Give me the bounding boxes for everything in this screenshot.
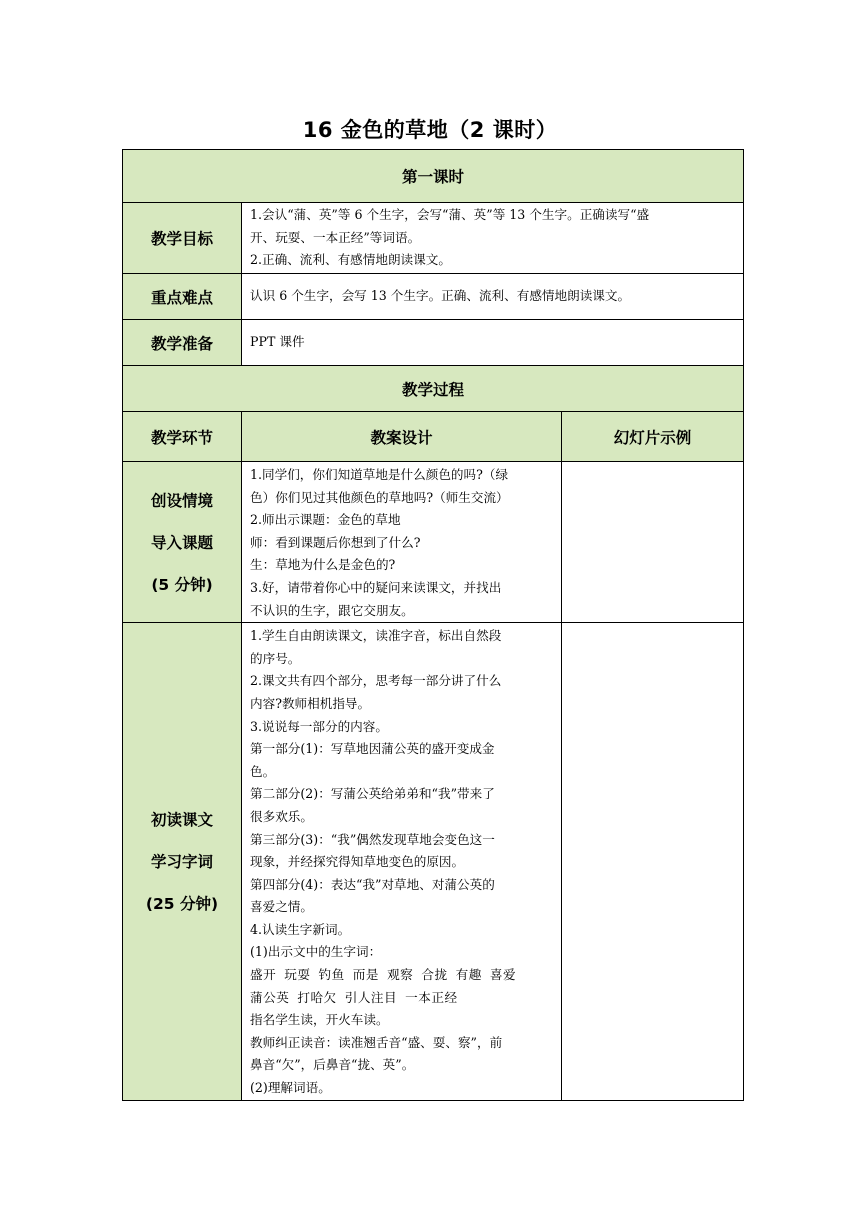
- first-lesson-row: [123, 150, 744, 203]
- design-line: 4.认读生字新词。: [250, 921, 351, 937]
- design-line: 2.师出示课题：金色的草地: [250, 512, 401, 528]
- design-line: 1.学生自由朗读课文，读准字音，标出自然段: [250, 628, 502, 644]
- page-title: 16 金色的草地（2 课时）: [302, 118, 558, 142]
- objectives-line: 2.正确、流利、有感情地朗读课文。: [250, 252, 451, 268]
- key-points-text: 认识 6 个生字，会写 13 个生字。正确、流利、有感情地朗读课文。: [250, 288, 631, 304]
- design-line: 的序号。: [250, 650, 301, 666]
- section-design-cell: [242, 623, 562, 1100]
- objectives-line: 开、玩耍、一本正经”等词语。: [250, 229, 421, 245]
- objectives-content: [242, 203, 744, 274]
- design-line: 内容?教师相机指导。: [250, 695, 371, 711]
- design-line: 3.好，请带着你心中的疑问来读课文，并找出: [250, 579, 502, 595]
- objectives-label: 教学目标: [123, 203, 242, 274]
- section-label: 学习字词: [150, 853, 213, 872]
- lesson-plan-table: [122, 149, 744, 1101]
- preparation-row: [123, 320, 744, 366]
- design-line: 色。: [250, 763, 276, 779]
- preparation-text: PPT 课件: [250, 334, 305, 350]
- design-line: 喜爱之情。: [250, 899, 313, 915]
- first-lesson-header: 第一课时: [123, 150, 744, 203]
- design-line: 1.同学们，你们知道草地是什么颜色的吗?（绿: [250, 467, 509, 482]
- section-label: (25 分钟): [145, 895, 219, 914]
- design-line: (2)理解词语。: [250, 1080, 331, 1096]
- key-points-content: [242, 274, 744, 320]
- process-row: [123, 366, 744, 412]
- vocabulary-line: 蒲公英 打哈欠 引人注目 一本正经: [250, 989, 458, 1005]
- section-slide-cell: [562, 623, 744, 1100]
- design-line: 现象，并经探究得知草地变色的原因。: [250, 854, 465, 870]
- preparation-content: [242, 320, 744, 366]
- section-label: (5 分钟): [151, 576, 213, 595]
- section-label-cell: [123, 623, 242, 1100]
- design-line: 指名学生读，开火车读。: [250, 1012, 389, 1028]
- section-design-cell: [242, 462, 562, 623]
- design-line: 很多欢乐。: [250, 808, 313, 824]
- objectives-row: [123, 203, 744, 274]
- section-label-cell: [123, 462, 242, 623]
- section-slide-cell: [562, 462, 744, 623]
- section-label: 初读课文: [150, 811, 213, 830]
- preparation-label: 教学准备: [123, 320, 242, 366]
- vocabulary-line: 盛开 玩耍 钓鱼 而是 观察 合拢 有趣 喜爱: [250, 967, 517, 983]
- process-header: 教学过程: [123, 366, 744, 412]
- design-line: 第三部分(3)：“我”偶然发现草地会变色这一: [250, 831, 495, 847]
- column-header-slides: 幻灯片示例: [562, 412, 744, 462]
- design-line: 第一部分(1)：写草地因蒲公英的盛开变成金: [250, 741, 495, 757]
- section-label: 创设情境: [150, 492, 213, 511]
- design-line: (1)出示文中的生字词：: [250, 944, 382, 960]
- key-points-label: 重点难点: [123, 274, 242, 320]
- design-line: 3.说说每一部分的内容。: [250, 718, 388, 734]
- design-line: 鼻音“欠”，后鼻音“拢、英”。: [250, 1057, 415, 1073]
- column-header-row: [123, 412, 744, 462]
- design-line: 2.课文共有四个部分，思考每一部分讲了什么: [250, 673, 502, 689]
- design-line: 师：看到课题后你想到了什么?: [250, 534, 421, 550]
- design-line: 第二部分(2)：写蒲公英给弟弟和“我”带来了: [250, 786, 495, 802]
- column-header-design: 教案设计: [242, 412, 562, 462]
- design-line: 色）你们见过其他颜色的草地吗?（师生交流）: [250, 489, 509, 505]
- design-line: 不认识的生字，跟它交朋友。: [250, 602, 414, 618]
- column-header-stage: 教学环节: [123, 412, 242, 462]
- design-line: 教师纠正读音：读准翘舌音“盛、耍、察”，前: [250, 1034, 503, 1050]
- key-points-row: [123, 274, 744, 320]
- section-row-intro: [123, 462, 744, 623]
- section-row-reading: [123, 623, 744, 1100]
- design-line: 生：草地为什么是金色的?: [250, 557, 396, 573]
- objectives-line: 1.会认“蒲、英”等 6 个生字，会写“蒲、英”等 13 个生字。正确读写“盛: [250, 207, 650, 223]
- design-line: 第四部分(4)：表达“我”对草地、对蒲公英的: [250, 876, 495, 892]
- section-label: 导入课题: [150, 534, 213, 553]
